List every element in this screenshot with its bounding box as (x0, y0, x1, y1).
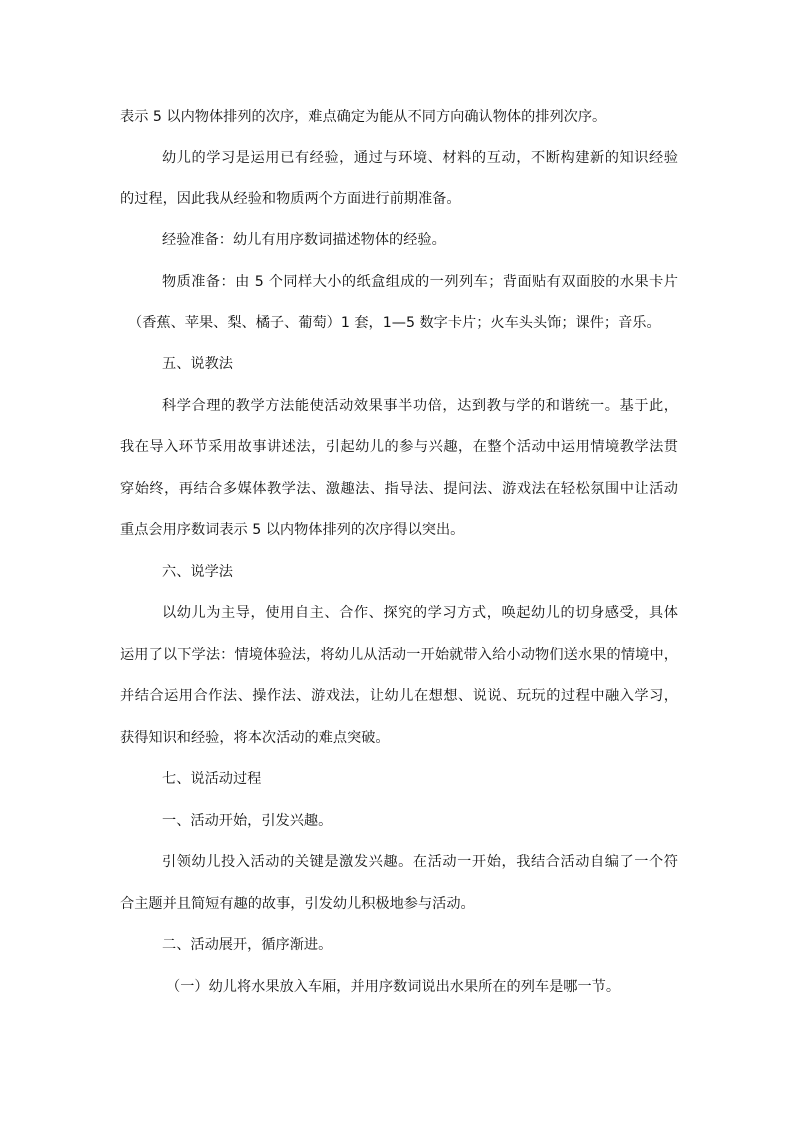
paragraph-line: 穿始终，再结合多媒体教学法、激趣法、指导法、提问法、游戏法在轻松氛围中让活动 (120, 481, 678, 497)
paragraph-line: 表示 5 以内物体排列的次序，难点确定为能从不同方向确认物体的排列次序。 (120, 109, 607, 125)
paragraph-line: 重点会用序数词表示 5 以内物体排列的次序得以突出。 (120, 522, 465, 538)
section-heading: 六、说学法 (162, 564, 233, 580)
paragraph-line: 运用了以下学法：情境体验法，将幼儿从活动一开始就带入给小动物们送水果的情境中， (120, 647, 678, 663)
subsection-heading: 二、活动展开，循序渐进。 (162, 937, 333, 953)
paragraph-line: 我在导入环节采用故事讲述法，引起幼儿的参与兴趣，在整个活动中运用情境教学法贯 (120, 439, 678, 455)
paragraph-line: （香蕉、苹果、梨、橘子、葡萄）1 套，1—5 数字卡片；火车头头饰；课件；音乐。 (128, 315, 661, 331)
paragraph-line: 引领幼儿投入活动的关键是激发兴趣。在活动一开始，我结合活动自编了一个符 (162, 854, 678, 870)
paragraph-line: 物质准备：由 5 个同样大小的纸盒组成的一列列车；背面贴有双面胶的水果卡片 (162, 274, 678, 290)
paragraph-line: （一）幼儿将水果放入车厢，并用序数词说出水果所在的列车是哪一节。 (166, 979, 621, 995)
paragraph-line: 的过程，因此我从经验和物质两个方面进行前期准备。 (120, 191, 461, 207)
paragraph-line: 获得知识和经验，将本次活动的难点突破。 (120, 730, 390, 746)
paragraph-line: 幼儿的学习是运用已有经验，通过与环境、材料的互动，不断构建新的知识经验 (162, 150, 678, 166)
paragraph-line: 经验准备：幼儿有用序数词描述物体的经验。 (162, 232, 446, 248)
subsection-heading: 一、活动开始，引发兴趣。 (162, 813, 333, 829)
section-heading: 七、说活动过程 (162, 771, 262, 787)
paragraph-line: 以幼儿为主导，使用自主、合作、探究的学习方式，唤起幼儿的切身感受，具体 (162, 605, 678, 621)
paragraph-line: 合主题并且简短有趣的故事，引发幼儿积极地参与活动。 (120, 896, 475, 912)
paragraph-line: 科学合理的教学方法能使活动效果事半功倍，达到教与学的和谐统一。基于此， (162, 398, 678, 414)
section-heading: 五、说教法 (162, 356, 233, 372)
paragraph-line: 并结合运用合作法、操作法、游戏法，让幼儿在想想、说说、玩玩的过程中融入学习， (120, 688, 678, 704)
